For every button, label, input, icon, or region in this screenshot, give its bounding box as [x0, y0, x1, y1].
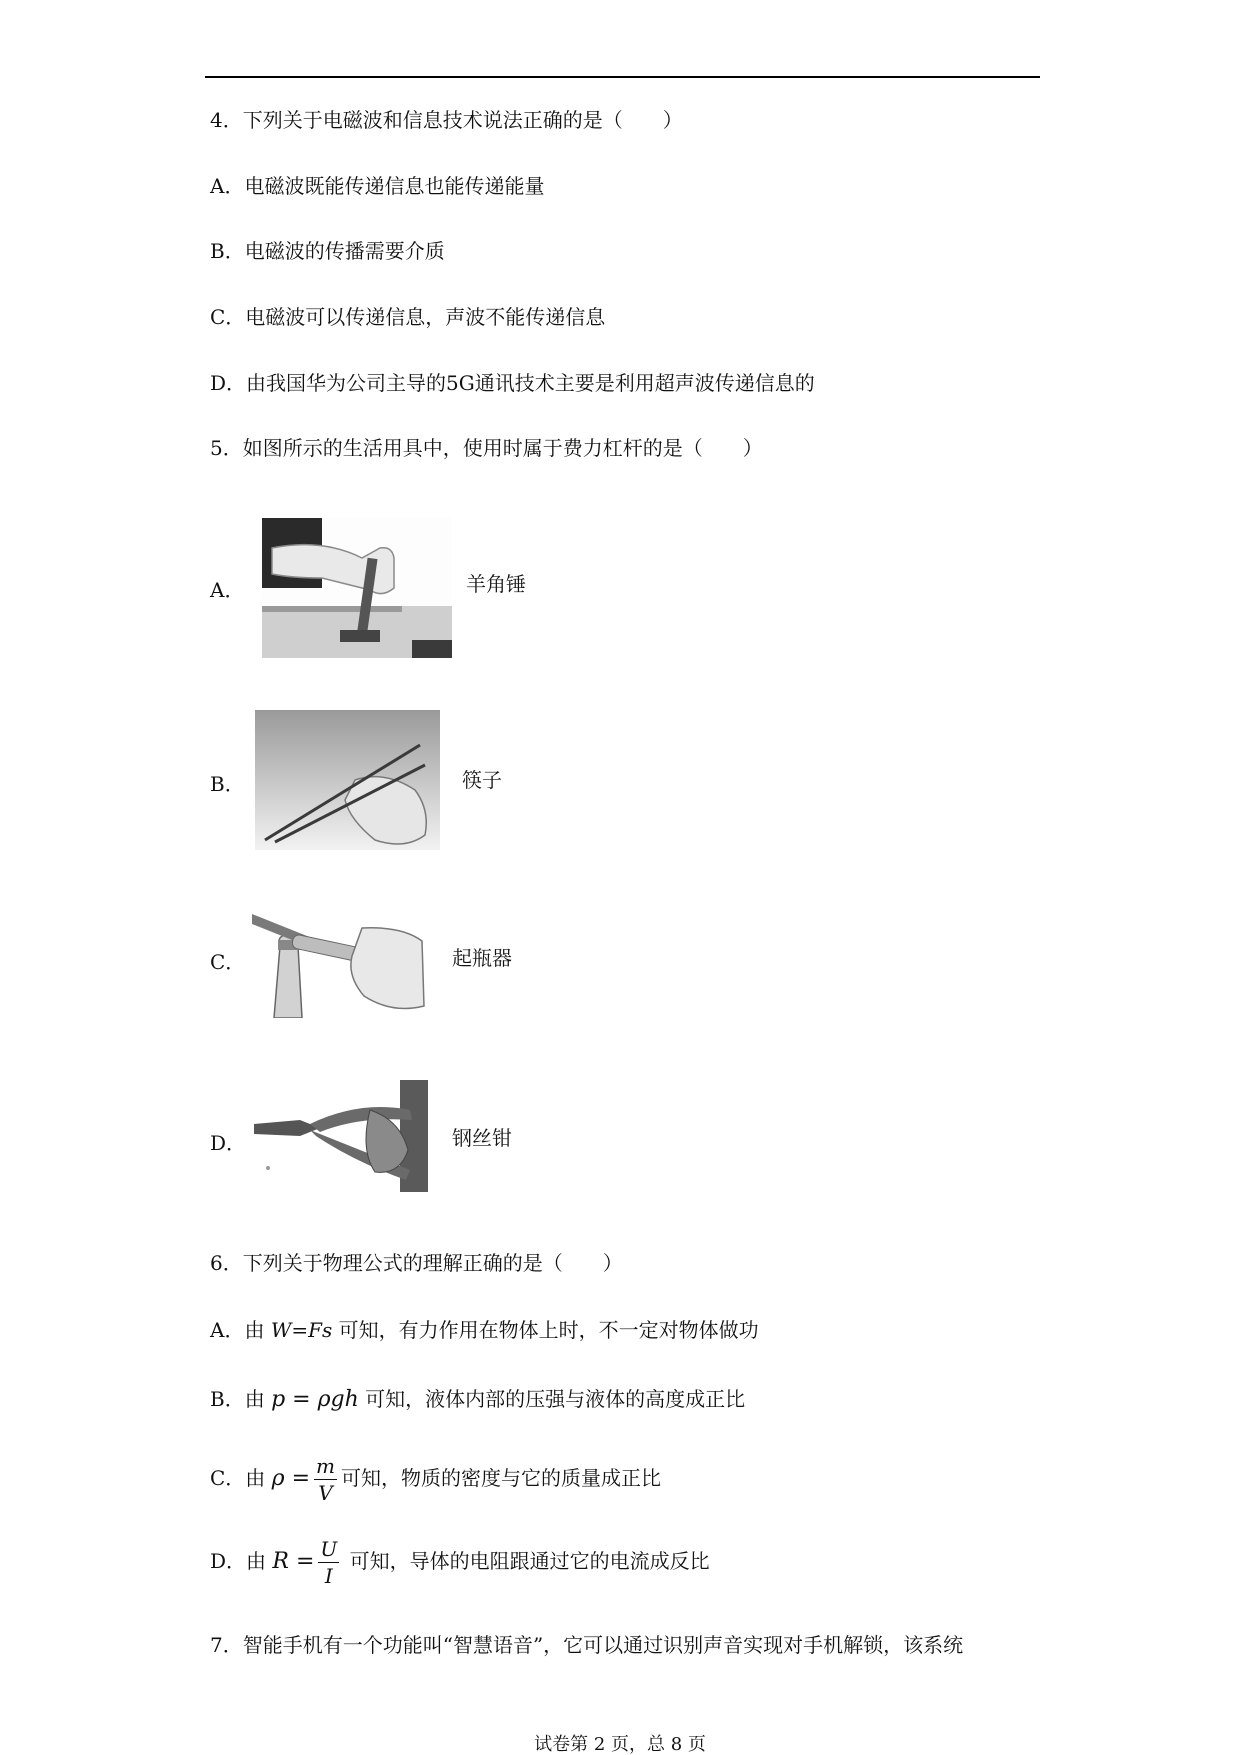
q4-stem: 4．下列关于电磁波和信息技术说法正确的是（ ）	[210, 108, 683, 132]
q5-option-a-label: A．	[210, 578, 245, 602]
q6-option-a-formula: W=Fs	[270, 1318, 333, 1342]
q4-option-d: D．由我国华为公司主导的5G通讯技术主要是利用超声波传递信息的	[210, 371, 815, 395]
q6-option-d-prefix: D．由	[210, 1549, 273, 1573]
page-footer: 试卷第 2 页，总 8 页	[534, 1734, 706, 1755]
q5-option-c-name: 起瓶器	[452, 946, 512, 970]
q6-option-a-text: 可知，有力作用在物体上时，不一定对物体做功	[332, 1318, 759, 1342]
chopsticks-image	[255, 710, 440, 850]
q5-option-d-label: D．	[210, 1131, 247, 1155]
bottle-opener-image	[252, 906, 430, 1018]
resistance-denominator: I	[324, 1564, 333, 1588]
q7-stem: 7．智能手机有一个功能叫“智慧语音”，它可以通过识别声音实现对手机解锁，该系统	[210, 1633, 964, 1657]
pliers-image	[250, 1080, 428, 1192]
q6-option-b-text: 可知，液体内部的压强与液体的高度成正比	[358, 1387, 746, 1411]
q5-option-b-label: B．	[210, 772, 245, 796]
q6-option-c-lhs: ρ =	[271, 1466, 311, 1491]
q5-option-c-label: C．	[210, 950, 246, 974]
q6-option-a	[210, 1318, 759, 1342]
q6-option-a-prefix: A．由	[210, 1318, 271, 1342]
claw-hammer-image	[262, 518, 452, 658]
q6-option-c	[210, 1450, 661, 1507]
density-fraction	[314, 1453, 337, 1506]
q6-option-c-text: 可知，物质的密度与它的质量成正比	[341, 1466, 662, 1490]
q6-option-c-prefix: C．由	[210, 1466, 272, 1490]
q6-option-d-lhs: R =	[272, 1549, 315, 1574]
q6-option-d	[210, 1533, 710, 1590]
density-denominator: V	[318, 1481, 333, 1505]
q6-option-b-prefix: B．由	[210, 1387, 272, 1411]
density-numerator: m	[316, 1454, 336, 1478]
resistance-fraction	[318, 1536, 339, 1589]
q4-option-b: B．电磁波的传播需要介质	[210, 239, 445, 263]
q5-option-d-name: 钢丝钳	[452, 1126, 512, 1150]
q5-stem: 5．如图所示的生活用具中，使用时属于费力杠杆的是（ ）	[210, 436, 763, 460]
q5-option-b-name: 筷子	[462, 768, 502, 792]
q4-option-a: A．电磁波既能传递信息也能传递能量	[210, 174, 545, 198]
header-rule	[205, 76, 1040, 78]
q4-option-c: C．电磁波可以传递信息，声波不能传递信息	[210, 305, 606, 329]
q6-option-b-formula: p = ρgh	[271, 1387, 359, 1412]
resistance-numerator: U	[320, 1537, 338, 1561]
q6-option-d-text: 可知，导体的电阻跟通过它的电流成反比	[343, 1549, 710, 1573]
q5-option-a-name: 羊角锤	[466, 572, 526, 596]
q6-option-b	[210, 1387, 745, 1412]
q6-stem: 6．下列关于物理公式的理解正确的是（ ）	[210, 1251, 623, 1275]
